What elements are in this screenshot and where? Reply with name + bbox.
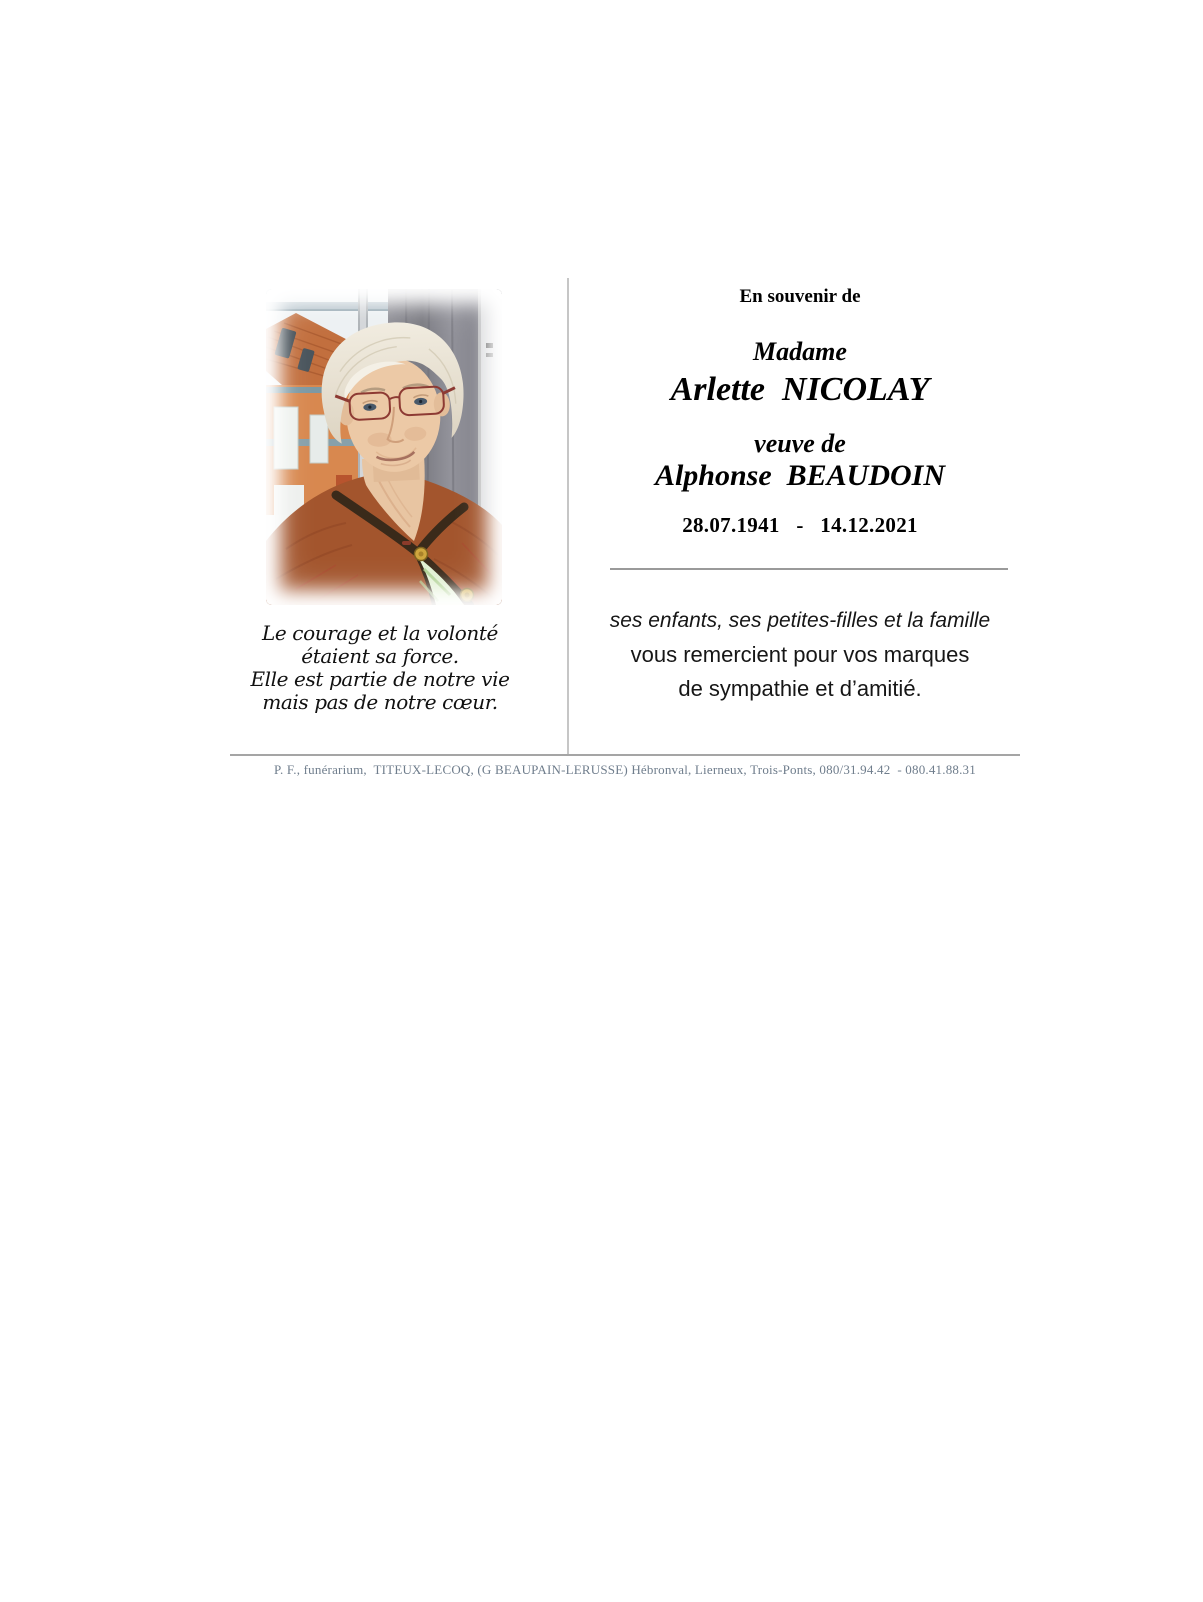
quote-line: mais pas de notre cœur. <box>262 690 498 714</box>
deceased-name: Arlette NICOLAY <box>670 371 930 408</box>
thanks-line: de sympathie et d’amitié. <box>678 676 922 701</box>
section-rule <box>610 568 1008 570</box>
quote-line: Le courage et la volonté <box>262 621 498 645</box>
dedication-text: En souvenir de <box>739 286 861 307</box>
column-divider <box>567 278 569 756</box>
footer-rule <box>230 754 1020 756</box>
funeral-home-footer: P. F., funérarium, TITEUX-LECOQ, (G BEAUPAIN-LERUSSE) Hébronval, Lierneux, Trois-Ponts, 080/31.94.42 - 080.41.88.31 <box>274 762 976 777</box>
spouse-name: Alphonse BEAUDOIN <box>654 459 946 492</box>
portrait-photo-illustration <box>266 289 502 605</box>
thanks-line: vous remercient pour vos marques <box>630 642 970 667</box>
portrait-photo <box>266 289 502 605</box>
quote-line: étaient sa force. <box>301 644 459 668</box>
thanks-line-family: ses enfants, ses petites-filles et la famille <box>609 609 991 632</box>
relation-text: veuve de <box>754 429 846 458</box>
deceased-title: Madame <box>753 337 847 366</box>
memorial-quote <box>218 622 542 714</box>
quote-line: Elle est partie de notre vie <box>250 667 510 691</box>
life-dates: 28.07.1941 - 14.12.2021 <box>682 513 918 537</box>
